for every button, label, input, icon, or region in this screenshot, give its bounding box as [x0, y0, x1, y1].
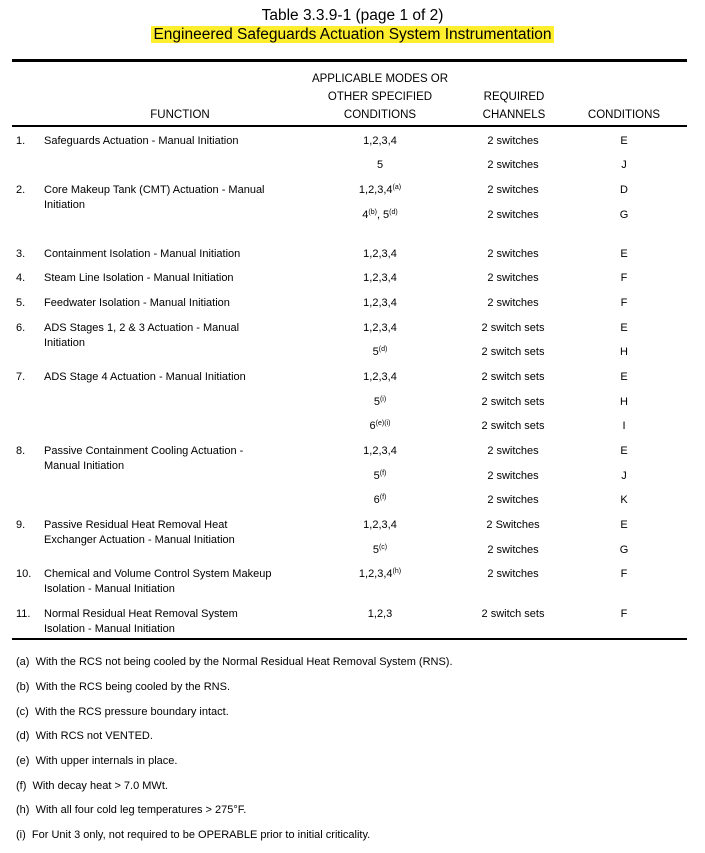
function-line1: Passive Residual Heat Removal Heat — [44, 519, 228, 531]
footnote-b — [16, 680, 230, 694]
condition-cell: F — [620, 608, 628, 620]
channels-cell: 2 switch sets — [481, 608, 545, 620]
mode-cell — [300, 419, 460, 434]
footnote-text: With upper internals in place. — [35, 755, 178, 767]
mode-value: 1,2,3,4 — [363, 297, 397, 309]
mode-cell — [300, 271, 460, 286]
mode-cell — [300, 247, 460, 262]
function-line1: Core Makeup Tank (CMT) Actuation - Manual — [44, 184, 265, 196]
mode-value: 4 — [362, 209, 369, 221]
footnote-text: With the RCS pressure boundary intact. — [34, 706, 229, 718]
channels-cell: 2 switch sets — [481, 346, 545, 358]
header-channels-line2: CHANNELS — [482, 109, 546, 121]
condition-cell: J — [621, 159, 627, 171]
table-subtitle: Engineered Safeguards Actuation System Instrumentation — [153, 26, 552, 43]
function-line2: Initiation — [44, 336, 85, 349]
function-name — [44, 247, 294, 262]
function-line2: Isolation - Manual Initiation — [44, 622, 175, 635]
condition-cell: F — [620, 297, 628, 309]
footnote-label: (h) — [16, 804, 30, 816]
mode-value: 6 — [369, 420, 376, 432]
header-modes-line2: OTHER SPECIFIED — [327, 91, 433, 103]
function-line1: ADS Stage 4 Actuation - Manual Initiation — [44, 371, 246, 383]
condition-cell: E — [620, 248, 628, 260]
function-name — [44, 134, 294, 149]
channels-cell: 2 switches — [487, 272, 539, 284]
mode-value: 5 — [372, 346, 379, 358]
function-name — [44, 321, 294, 350]
mode-cell — [300, 395, 460, 410]
row-number: 9. — [16, 519, 26, 531]
function-line1: Normal Residual Heat Removal System — [44, 608, 238, 620]
function-name — [44, 567, 294, 596]
function-name — [44, 444, 294, 473]
function-line1: ADS Stages 1, 2 & 3 Actuation - Manual — [44, 322, 240, 334]
footnote-c — [16, 705, 229, 719]
mode-cell — [300, 444, 460, 459]
row-number: 10. — [16, 568, 32, 580]
mode-value-2: , 5 — [376, 209, 390, 221]
footnote-text: With all four cold leg temperatures > 275°F. — [35, 804, 247, 816]
mode-value: 5 — [373, 470, 380, 482]
channels-cell: 2 switches — [487, 184, 539, 196]
mode-cell — [300, 134, 460, 149]
table-title: Table 3.3.9-1 (page 1 of 2) — [261, 7, 444, 24]
function-line2: Initiation — [44, 198, 85, 211]
mode-cell — [300, 518, 460, 533]
mode-footnote: (f) — [379, 470, 387, 477]
condition-cell: G — [619, 544, 629, 556]
mode-value: 1,2,3,4 — [363, 272, 397, 284]
footnote-label: (d) — [16, 730, 30, 742]
header-modes — [290, 70, 470, 124]
header-channels — [464, 88, 564, 124]
footnote-h — [16, 803, 246, 817]
row-number: 2. — [16, 184, 26, 196]
condition-cell: E — [620, 135, 628, 147]
row-number: 5. — [16, 297, 26, 309]
channels-cell: 2 switch sets — [481, 322, 545, 334]
mode-value: 5 — [376, 159, 384, 171]
mode-cell — [300, 543, 460, 558]
row-number: 1. — [16, 135, 26, 147]
function-name — [44, 370, 294, 385]
mode-footnote: (d) — [378, 346, 388, 353]
mode-cell — [300, 321, 460, 336]
condition-cell: E — [620, 445, 628, 457]
channels-cell: 2 switch sets — [481, 396, 545, 408]
mode-cell — [300, 370, 460, 385]
mode-value: 5 — [372, 544, 379, 556]
condition-cell: D — [620, 184, 628, 196]
row-number: 4. — [16, 272, 26, 284]
footnote-label: (f) — [16, 780, 27, 792]
mode-value: 6 — [373, 494, 380, 506]
function-name — [44, 271, 294, 286]
mode-value: 1,2,3,4 — [363, 135, 397, 147]
row-number: 8. — [16, 445, 26, 457]
mode-footnote: (a) — [392, 184, 402, 191]
table-subtitle-wrap — [0, 25, 705, 44]
function-line1: Passive Containment Cooling Actuation - — [44, 445, 244, 457]
channels-cell: 2 switches — [487, 568, 539, 580]
channels-cell: 2 switches — [487, 297, 539, 309]
mode-cell — [300, 208, 460, 223]
table-bottom-rule — [12, 638, 687, 640]
mode-value: 1,2,3,4 — [358, 568, 393, 580]
row-number: 6. — [16, 322, 26, 334]
header-function: FUNCTION — [150, 109, 210, 121]
header-conditions: CONDITIONS — [587, 109, 661, 121]
mode-cell — [300, 567, 460, 582]
mode-cell — [300, 296, 460, 311]
function-line1: Chemical and Volume Control System Makeup — [44, 568, 272, 580]
function-name — [44, 607, 294, 636]
condition-cell: H — [620, 346, 628, 358]
condition-cell: E — [620, 519, 628, 531]
condition-cell: G — [619, 209, 629, 221]
mode-value: 1,2,3,4 — [363, 248, 397, 260]
condition-cell: K — [620, 494, 628, 506]
header-modes-line3: CONDITIONS — [343, 109, 417, 121]
footnote-label: (e) — [16, 755, 30, 767]
function-name — [44, 183, 294, 212]
channels-cell: 2 switches — [487, 159, 539, 171]
row-number: 3. — [16, 248, 26, 260]
condition-cell: F — [620, 272, 628, 284]
channels-cell: 2 switch sets — [481, 420, 545, 432]
row-number: 11. — [16, 608, 31, 620]
row-number: 7. — [16, 371, 26, 383]
condition-cell: F — [620, 568, 628, 580]
function-line1: Containment Isolation - Manual Initiation — [44, 248, 241, 260]
footnote-f — [16, 779, 168, 793]
mode-cell — [300, 158, 460, 173]
header-top-rule — [12, 59, 687, 62]
mode-footnote: (b) — [368, 209, 377, 216]
mode-cell — [300, 183, 460, 198]
mode-value: 1,2,3,4 — [363, 322, 397, 334]
condition-cell: H — [620, 396, 628, 408]
mode-cell — [300, 469, 460, 484]
footnote-text: With the RCS not being cooled by the Normal Residual Heat Removal System (RNS). — [35, 656, 453, 668]
mode-value: 1,2,3,4 — [363, 445, 397, 457]
channels-cell: 2 switches — [487, 544, 539, 556]
header-modes-line1: APPLICABLE MODES OR — [311, 73, 449, 85]
channels-cell: 2 switches — [487, 445, 539, 457]
header-channels-line1: REQUIRED — [483, 91, 545, 103]
condition-cell: E — [620, 322, 628, 334]
footnote-text: With the RCS being cooled by the RNS. — [35, 681, 231, 693]
mode-cell — [300, 345, 460, 360]
function-line2: Exchanger Actuation - Manual Initiation — [44, 533, 235, 546]
mode-footnote: (i) — [379, 396, 387, 403]
mode-cell — [300, 607, 460, 622]
footnote-i — [16, 828, 370, 842]
function-line2: Isolation - Manual Initiation — [44, 582, 175, 595]
mode-value: 1,2,3,4 — [363, 519, 397, 531]
function-line2: Manual Initiation — [44, 459, 125, 472]
channels-cell: 2 switches — [487, 470, 539, 482]
header-bottom-rule — [12, 125, 687, 127]
function-line1: Feedwater Isolation - Manual Initiation — [44, 297, 230, 309]
function-name — [44, 296, 294, 311]
channels-cell: 2 switches — [487, 494, 539, 506]
channels-cell: 2 Switches — [486, 519, 540, 531]
function-name — [44, 518, 294, 547]
footnote-text: With RCS not VENTED. — [35, 730, 153, 742]
mode-value: 1,2,3,4 — [363, 371, 397, 383]
footnote-label: (a) — [16, 656, 30, 668]
function-line1: Steam Line Isolation - Manual Initiation — [44, 272, 234, 284]
condition-cell: J — [621, 470, 627, 482]
channels-cell: 2 switches — [487, 209, 539, 221]
mode-value: 1,2,3,4 — [358, 184, 393, 196]
footnote-label: (c) — [16, 706, 29, 718]
condition-cell: I — [622, 420, 626, 432]
mode-footnote: (h) — [392, 568, 402, 575]
footnote-label: (i) — [16, 829, 26, 841]
channels-cell: 2 switch sets — [481, 371, 545, 383]
mode-value: 5 — [373, 396, 380, 408]
footnote-label: (b) — [16, 681, 30, 693]
mode-footnote: (e)(i) — [375, 420, 391, 427]
footnote-d — [16, 729, 153, 743]
mode-footnote: (c) — [378, 544, 388, 551]
footnote-a — [16, 655, 453, 669]
channels-cell: 2 switches — [487, 248, 539, 260]
channels-cell: 2 switches — [487, 135, 539, 147]
footnote-text: With decay heat > 7.0 MWt. — [32, 780, 168, 792]
footnote-text: For Unit 3 only, not required to be OPERABLE prior to initial criticality. — [31, 829, 371, 841]
footnote-e — [16, 754, 177, 768]
mode-footnote-2: (d) — [389, 209, 398, 216]
mode-cell — [300, 493, 460, 508]
function-line1: Safeguards Actuation - Manual Initiation — [44, 135, 239, 147]
condition-cell: E — [620, 371, 628, 383]
mode-value: 1,2,3 — [367, 608, 393, 620]
mode-footnote: (f) — [379, 494, 387, 501]
